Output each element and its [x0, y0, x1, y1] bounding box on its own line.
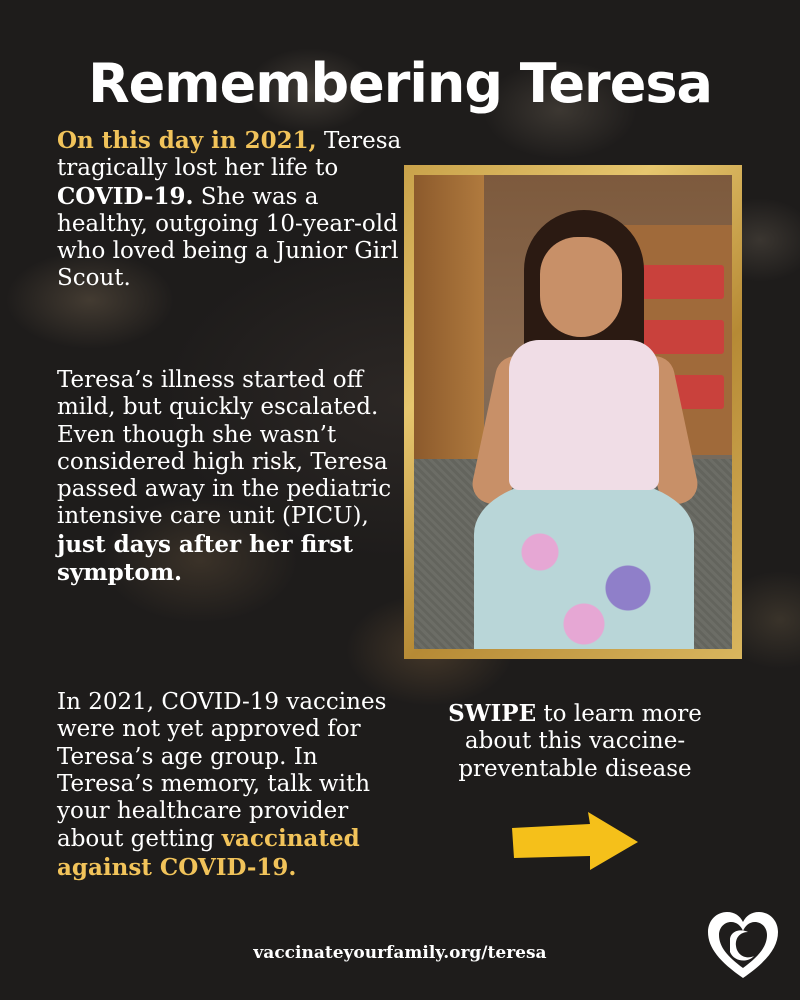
girl-skirt [474, 480, 694, 649]
intro-paragraph [57, 127, 402, 293]
vaccine-emphasis: vaccinated against COVID-19. [57, 825, 360, 881]
footer-url[interactable]: vaccinateyourfamily.org/teresa [253, 943, 547, 963]
intro-text-2: She was a healthy, outgoing 10-year-old who loved being a Junior Girl Scout. [57, 183, 399, 292]
swipe-cta [420, 700, 730, 783]
intro-text-1: Teresa tragically lost her life to [57, 128, 402, 182]
heart-logo-icon [706, 910, 780, 982]
illness-text: Teresa’s illness started off mild, but quickly escalated. Even though she wasn’t considered high risk, Teresa passed away in the pediatric intensive care unit (PICU), [57, 367, 392, 530]
photo-door [414, 175, 484, 475]
swipe-text: to learn more about this vaccine-preventable disease [458, 701, 702, 782]
page-title: Remembering Teresa [88, 52, 712, 115]
teresa-photo [414, 175, 732, 649]
illness-paragraph [57, 367, 402, 587]
girl-face [540, 237, 622, 337]
vaccine-text: In 2021, COVID-19 vaccines were not yet approved for Teresa’s age group. In Teresa’s memory, talk with your healthcare provider about getting [57, 689, 387, 853]
disease-name: COVID-19. [57, 182, 194, 210]
vaccine-paragraph [57, 689, 402, 882]
right-arrow-icon[interactable] [510, 812, 640, 870]
date-lead: On this day in 2021, [57, 127, 317, 154]
swipe-word: SWIPE [448, 700, 537, 727]
girl-top [509, 340, 659, 490]
illness-emphasis: just days after her first symptom. [57, 530, 354, 587]
photo-frame [404, 165, 742, 659]
